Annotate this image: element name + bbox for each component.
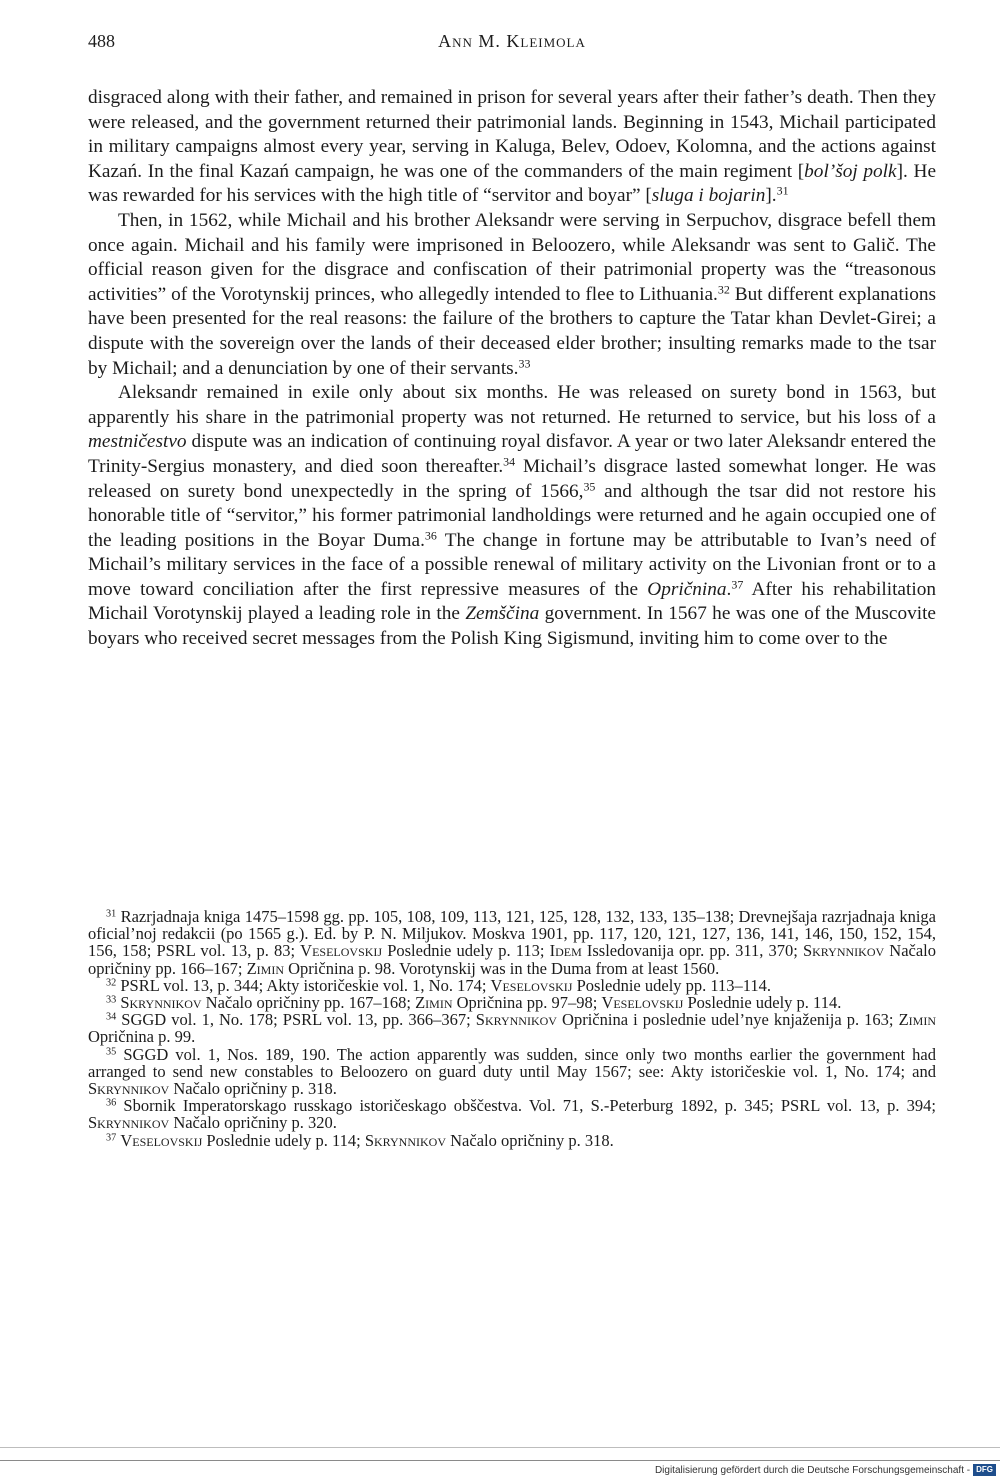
author-name: Idem bbox=[549, 941, 582, 961]
author-name: Skrynnikov bbox=[120, 993, 202, 1013]
text-run: ]. bbox=[765, 185, 777, 207]
author-name: Skrynnikov bbox=[802, 941, 885, 961]
footer-divider bbox=[0, 1460, 1000, 1461]
running-title: Ann M. Kleimola bbox=[438, 31, 586, 51]
footer-text: Digitalisierung gefördert durch die Deutsche Forschungsgemeinschaft - bbox=[654, 1464, 971, 1476]
footnote bbox=[88, 977, 936, 994]
text-run: and although the tsar did not restore his honorable title of “servitor,” his former patrimonial landholdings were returned and he again occupied one of the leading positions in the Boyar Duma. bbox=[88, 480, 936, 551]
footnote-ref: 35 bbox=[583, 478, 596, 493]
author-name: Veselovskij bbox=[120, 1130, 203, 1150]
text-run: Aleksandr remained in exile only about six months. He was released on surety bond in 1563, but apparently his share in the patrimonial property was not returned. He returned to service, but his loss of a bbox=[88, 382, 936, 428]
text-run: Poslednie udely p. 114; bbox=[202, 1130, 365, 1150]
author-name: Zimin bbox=[898, 1010, 936, 1030]
footnote-ref: 32 bbox=[106, 977, 117, 989]
footnotes bbox=[88, 908, 936, 1149]
text-run: Načalo opričniny p. 318. bbox=[169, 1079, 337, 1099]
text-run: Opričnina p. 98. Vorotynskij was in the Duma from at least 1560. bbox=[284, 958, 720, 978]
footnote-ref: 31 bbox=[106, 908, 117, 920]
text-run: disgraced along with their father, and remained in prison for several years after their father’s death. Then they were released, and the government returned their patrimonial lands. Beginning in 1543, Michail participated in military campaigns almost every year, serving in Kaluga, Belev, Odoev, Kolomna, and the actions against Kazań. In the final Kazań campaign, he was one of the commanders of the main regiment [ bbox=[88, 87, 936, 182]
text-run: Poslednie udely pp. 113–114. bbox=[572, 975, 772, 995]
footnote-ref: 32 bbox=[717, 282, 730, 297]
text-run: Then, in 1562, while Michail and his brother Aleksandr were serving in Serpuchov, disgrace befell them once again. Michail and his family were imprisoned in Beloozero, while Aleksandr was sent to Galič. The official reason given for the disgrace and confiscation of their patrimonial property was the “treasonous activities” of the Vorotynskij princes, who allegedly intended to flee to Lithuania. bbox=[88, 209, 936, 305]
text-run: Poslednie udely p. 114. bbox=[683, 993, 842, 1013]
footnote bbox=[88, 1046, 936, 1098]
footnote-ref: 34 bbox=[503, 454, 516, 469]
footnote bbox=[88, 1011, 936, 1045]
dfg-logo: DFG bbox=[973, 1464, 996, 1476]
footnote bbox=[88, 994, 936, 1011]
paragraph bbox=[88, 86, 936, 209]
footnote-ref: 35 bbox=[106, 1046, 117, 1057]
author-name: Skrynnikov bbox=[475, 1010, 557, 1030]
text-run: The change in fortune may be attributable to Ivan’s need of Michail’s military services in the face of a possible renewal of military activity on the Livonian front or to a move toward conciliation after the first repressive measures of the bbox=[88, 529, 936, 600]
text-run: Opričnina pp. 97–98; bbox=[452, 993, 602, 1013]
author-name: Veselovskij bbox=[601, 993, 684, 1013]
paragraph bbox=[88, 209, 936, 381]
text-run: Načalo opričniny p. 320. bbox=[169, 1113, 337, 1133]
text-run: Opričnina p. 99. bbox=[88, 1027, 196, 1047]
italic-term: Opričnina bbox=[647, 578, 727, 600]
text-run: . bbox=[726, 578, 732, 600]
author-name: Zimin bbox=[246, 958, 284, 978]
italic-term: mestničestvo bbox=[88, 431, 187, 453]
author-name: Skrynnikov bbox=[88, 1079, 170, 1099]
text-run: PSRL vol. 13, p. 344; Akty istoričeskie vol. 1, No. 174; bbox=[116, 975, 491, 995]
text-run: Načalo opričniny p. 318. bbox=[446, 1130, 614, 1150]
footnote-ref: 33 bbox=[106, 994, 117, 1006]
page-header bbox=[88, 31, 936, 57]
text-run: ]. He was rewarded for his services with the high title of “servitor and boyar” [ bbox=[88, 160, 936, 207]
paragraph bbox=[88, 381, 936, 652]
text-run: Poslednie udely p. 113; bbox=[382, 941, 550, 961]
text-run: government. In 1567 he was one of the Muscovite boyars who received secret messages from the Polish King Sigismund, inviting him to come over to the bbox=[88, 603, 936, 650]
author-name: Veselovskij bbox=[490, 975, 573, 995]
footnote-ref: 36 bbox=[424, 528, 437, 543]
text-run: dispute was an indication of continuing royal disfavor. A year or two later Aleksandr entered the Trinity-Sergius monastery, and died soon thereafter. bbox=[88, 431, 936, 477]
text-run: SGGD vol. 1, Nos. 189, 190. The action apparently was sudden, since only two months earlier the government had arranged to send new constables to Beloozero on guard duty until May 1567; see: Akty istoričeskie vol. 1, No. 174; and bbox=[88, 1044, 936, 1081]
footnote-ref: 31 bbox=[776, 183, 789, 198]
text-run: Michail’s disgrace lasted somewhat longer. He was released on surety bond unexpectedly in the spring of 1566, bbox=[88, 455, 936, 502]
italic-term: sluga i bojarin bbox=[651, 185, 766, 207]
text-run: Sbornik Imperatorskago russkago istoričeskago obščestva. Vol. 71, S.-Peterburg 1892, p. 345; PSRL vol. 13, p. 394; bbox=[116, 1096, 936, 1116]
footnote-ref: 33 bbox=[518, 355, 531, 370]
italic-term: Zemščina bbox=[465, 603, 540, 625]
footnote bbox=[88, 1097, 936, 1131]
author-name: Zimin bbox=[415, 993, 453, 1013]
italic-term: bol’šoj polk bbox=[804, 160, 897, 182]
text-run: Razrjadnaja kniga 1475–1598 gg. pp. 105, 108, 109, 113, 121, 125, 128, 132, 133, 135–138; Drevnejšaja razrjadnaja kniga oficial’noj redakcii (po 1565 g.). Ed. by P. N. Miljukov. Moskva 1901, pp. 117, 120, 121, 127, 136, 141, 146, 150, 152, 154, 156, 158; PSRL vol. 13, p. 83; bbox=[88, 907, 936, 961]
footnote-ref: 36 bbox=[106, 1097, 117, 1109]
footnote-ref: 34 bbox=[106, 1011, 117, 1023]
footnote bbox=[88, 1132, 936, 1149]
text-run: After his rehabilitation Michail Vorotynskij played a leading role in the bbox=[88, 578, 936, 625]
author-name: Veselovskij bbox=[300, 941, 383, 961]
digitization-footer bbox=[655, 1463, 996, 1477]
text-run: Issledovanija opr. pp. 311, 370; bbox=[581, 941, 803, 961]
scan-edge-line bbox=[0, 1447, 1000, 1448]
page-number: 488 bbox=[88, 31, 115, 51]
text-run: Načalo opričniny pp. 166–167; bbox=[88, 941, 936, 978]
footnote-ref: 37 bbox=[731, 577, 744, 592]
text-run: SGGD vol. 1, No. 178; PSRL vol. 13, pp. 366–367; bbox=[116, 1010, 476, 1030]
text-run: Opričnina i poslednie udel’nye knjaženija p. 163; bbox=[556, 1010, 899, 1030]
footnote bbox=[88, 908, 936, 977]
footnote-ref: 37 bbox=[106, 1132, 117, 1144]
author-name: Skrynnikov bbox=[88, 1113, 170, 1133]
body-text bbox=[88, 86, 936, 652]
text-run: Načalo opričniny pp. 167–168; bbox=[201, 993, 416, 1013]
author-name: Skrynnikov bbox=[364, 1130, 446, 1150]
text-run: But different explanations have been presented for the real reasons: the failure of the brothers to capture the Tatar khan Devlet-Girei; a dispute with the sovereign over the lands of their deceased elder brother; insulting remarks made to the tsar by Michail; and a denunciation by one of their servants. bbox=[88, 283, 936, 379]
